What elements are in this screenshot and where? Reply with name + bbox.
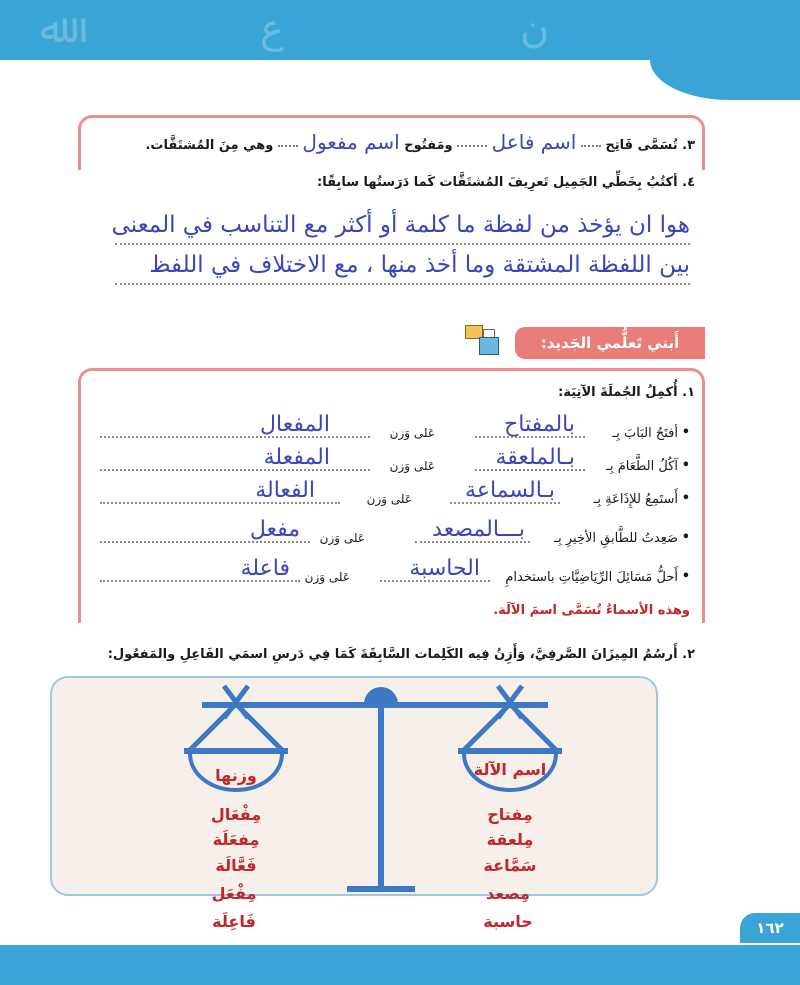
- weight-label: عَلى وَزن: [389, 459, 435, 473]
- list-item: [100, 517, 690, 553]
- question-1: [558, 385, 695, 400]
- tool-word: مِلعقة: [486, 830, 534, 849]
- balance-scale-icon: [52, 678, 660, 898]
- answer-handwritten: الحاسبة: [409, 556, 480, 581]
- weight-word: فَاعِلَة: [212, 912, 256, 931]
- answer-handwritten: الفعالة: [255, 478, 315, 503]
- section-title: أَبني تَعلُّمي الجَديد:: [515, 327, 705, 359]
- answer-handwritten: بين اللفظة المشتقة وما أخذ منها ، مع الاختلاف في اللفظ: [149, 252, 690, 278]
- weight-word: مِفعَلَة: [212, 830, 260, 849]
- page-number: ١٦٢: [740, 913, 800, 943]
- weight-label: عَلى وَزن: [304, 570, 350, 584]
- question-number: ٤.: [682, 175, 695, 190]
- header-curve: [650, 60, 800, 100]
- sentence: أفتَحُ البَابَ بِـ: [612, 426, 678, 441]
- question-number: ٢.: [682, 647, 695, 662]
- answer-handwritten: بـالسماعة: [465, 478, 555, 503]
- answer-handwritten: فاعلة: [240, 556, 290, 581]
- answer-handwritten: بـــالمصعد: [432, 517, 525, 542]
- sentence: صَعِدتُ للطَّابقِ الأخِيرِ بِـ: [554, 531, 678, 546]
- calligraphy-decoration: ع: [260, 6, 284, 52]
- sentence: أَحلُّ مَسَائِلَ الرِّيَاضِيَّاتِ باستخدامِ: [505, 570, 678, 585]
- answer-handwritten: اسم فاعل: [491, 130, 577, 154]
- weights-column-title: وزنها: [215, 766, 257, 785]
- list-item: [100, 445, 690, 481]
- question-text: أُكمِلُ الجُملَةَ الآتِيَة:: [558, 385, 678, 400]
- answer-handwritten: هوا ان يؤخذ من لفظة ما كلمة أو أكثر مع التناسب في المعنى: [111, 212, 690, 238]
- answer-line-1: [111, 205, 690, 245]
- question-number: ١.: [682, 385, 695, 400]
- question-text: ومَفتُوح: [404, 138, 453, 153]
- bullet: •: [681, 491, 690, 506]
- cubes-icon: [479, 337, 499, 355]
- weight-word: فَعَّالَة: [215, 856, 257, 875]
- weight-label: عَلى وَزن: [389, 426, 435, 440]
- answer-handwritten: المفعلة: [263, 445, 330, 470]
- question-2: [108, 647, 695, 662]
- question-number: ٣.: [682, 138, 695, 153]
- answer-handwritten: اسم مفعول: [302, 130, 400, 154]
- note: وهذه الأسماءُ تُسَمَّى اسمَ الآلَة.: [493, 603, 690, 618]
- list-item: [100, 556, 690, 592]
- bullet: •: [681, 530, 690, 545]
- answer-handwritten: المفعال: [260, 412, 330, 437]
- bullet: •: [681, 458, 690, 473]
- header-band: [0, 0, 800, 60]
- question-3: [145, 130, 695, 154]
- calligraphy-decoration: ﷲ: [40, 6, 64, 52]
- question-text: وهي مِنَ المُشتَقَّات.: [145, 138, 274, 153]
- question-text: أَرسُمُ المِيزَانَ الصَّرفِيَّ، وَأَزِنُ فِيه الكَلِمات السَّابِقَةَ كَمَا فِي دَرسِ اسمَي الفَاعِلِ والمَفعُول:: [107, 647, 678, 662]
- sentence: أَستَمِعُ للإِذَاعَةِ بِـ: [593, 492, 678, 507]
- question-4: [317, 175, 695, 190]
- list-item: [100, 412, 690, 448]
- answer-handwritten: بالمفتاح: [504, 412, 575, 437]
- calligraphy-decoration: ن: [520, 6, 550, 52]
- bullet: •: [681, 425, 690, 440]
- tool-word: حاسبة: [483, 912, 533, 931]
- answer-line-2: [115, 245, 690, 285]
- footer-band: [0, 945, 800, 985]
- answer-handwritten: بـالملعقة: [495, 445, 575, 470]
- tool-word: سَمَّاعة: [483, 856, 537, 875]
- answer-handwritten: مفعل: [249, 517, 300, 542]
- list-item: [100, 478, 690, 514]
- scale-panel: [50, 676, 658, 896]
- tools-column-title: اسم الآلة: [473, 760, 547, 779]
- weight-label: عَلى وَزن: [366, 492, 412, 506]
- question-text: أكتُبُ بِخَطِّي الجَمِيل تَعرِيفَ المُشتَقَّات كَما دَرَستُها سابِقًا:: [317, 175, 678, 190]
- weight-word: مِفْعَل: [211, 884, 257, 903]
- bullet: •: [681, 569, 690, 584]
- tool-word: مِصعد: [486, 884, 530, 903]
- weight-word: مِفْعَال: [210, 805, 262, 824]
- question-text: تُسَمَّى فَاتِح: [605, 138, 678, 153]
- sentence: آكُلُ الطَّعَامَ بِـ: [606, 459, 678, 474]
- weight-label: عَلى وَزن: [319, 531, 365, 545]
- tool-word: مِفتاح: [487, 805, 533, 824]
